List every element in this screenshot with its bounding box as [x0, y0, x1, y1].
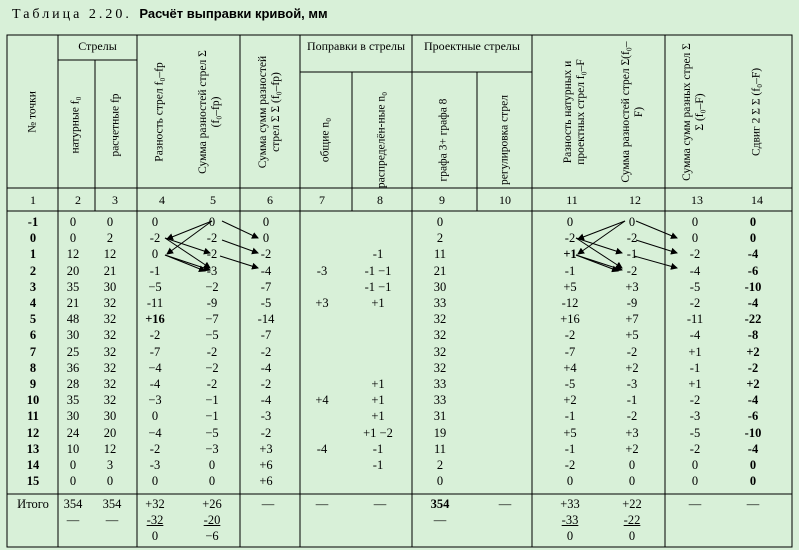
cell-c1: 11	[27, 409, 39, 424]
cell-c11: -2	[564, 231, 576, 246]
cell-c12: 0	[628, 474, 636, 489]
cell-c4: +16	[145, 312, 165, 327]
cell-c13: +1	[688, 377, 702, 391]
cell-c8: +1	[371, 296, 385, 310]
header-design: Проектные стрелы	[424, 39, 520, 53]
cell-c8: -1	[372, 441, 384, 456]
cell-c12: +3	[625, 279, 639, 294]
cell-c8: +1	[371, 393, 385, 408]
cell-c4: -4	[149, 377, 161, 391]
cell-c13: -1	[689, 360, 701, 375]
cell-c1: 13	[26, 441, 40, 456]
cell-c5: 0	[208, 215, 216, 229]
header-shift: Сдвиг 2 Σ Σ (f₀–F)	[750, 67, 763, 157]
cell-c1: 7	[29, 344, 37, 359]
cell-c12: +5	[625, 328, 639, 343]
cell-c2: 30	[66, 328, 80, 343]
cell-c3: 32	[103, 393, 117, 408]
cell-c1: -1	[27, 215, 39, 229]
column-number-3: 3	[112, 193, 118, 207]
cell-c6: +6	[259, 458, 273, 472]
cell-c5: -9	[206, 296, 218, 310]
cell-c13: -2	[689, 393, 701, 408]
cell-c5: -3	[206, 263, 218, 278]
cell-c14: +2	[746, 344, 760, 359]
cell-c9: 31	[433, 409, 447, 424]
cell-c13: +1	[688, 344, 702, 359]
cell-c13: 0	[691, 215, 699, 229]
cell-c9: 2	[436, 458, 444, 472]
cell-c1: 15	[26, 474, 40, 489]
cell-c1: 5	[29, 312, 37, 327]
cell-c11: -1	[564, 441, 576, 456]
cell-c6: -2	[260, 247, 272, 262]
cell-c6: -3	[260, 409, 272, 424]
cell-c5: -2	[206, 231, 218, 246]
cell-c12: -1	[626, 247, 638, 262]
cell-c14: -4	[747, 247, 759, 262]
cell-c3: 12	[103, 247, 117, 262]
total-dash-c3: —	[105, 513, 119, 527]
header-corrections: Поправки в стрелы	[306, 39, 406, 53]
cell-c14: -4	[747, 393, 759, 408]
cell-c2: 30	[66, 409, 80, 424]
cell-c4: 0	[151, 247, 159, 262]
cell-c6: -2	[260, 344, 272, 359]
cell-c12: 0	[628, 458, 636, 472]
cell-c13: -11	[686, 312, 704, 327]
cell-c3: 30	[103, 409, 117, 424]
cell-c5: −5	[205, 328, 219, 343]
total-c4-minus: -32	[146, 513, 164, 527]
cell-c4: -2	[149, 441, 161, 456]
total-dash-c2: —	[66, 513, 80, 527]
cell-c11: -2	[564, 458, 576, 472]
cell-c5: −3	[205, 441, 219, 456]
cell-c8: +1	[371, 409, 385, 424]
cell-c1: 0	[29, 231, 37, 246]
cell-c2: 12	[66, 247, 80, 262]
cell-c8: -1 −1	[364, 279, 392, 294]
cell-c9: 33	[433, 393, 447, 408]
header-distributed: распределён-ные n₀	[375, 91, 388, 189]
header-point-no: № точки	[26, 91, 39, 133]
cell-c11: +2	[563, 393, 577, 408]
cell-c12: -9	[626, 296, 638, 310]
cell-c3: 21	[103, 263, 117, 278]
total-c5-result: −6	[205, 529, 219, 543]
cell-c2: 0	[69, 231, 77, 246]
cell-c13: -5	[689, 425, 701, 440]
cell-c12: +2	[625, 441, 639, 456]
cell-c13: 0	[691, 458, 699, 472]
column-number-9: 9	[439, 193, 445, 207]
total-c12-minus: -22	[623, 513, 641, 527]
cell-c1: 6	[29, 328, 37, 343]
total-c11-result: 0	[566, 529, 574, 543]
cell-c9: 32	[433, 312, 447, 327]
cell-c9: 33	[433, 296, 447, 310]
cell-c5: −1	[205, 393, 219, 408]
cell-c5: -2	[206, 247, 218, 262]
total-c4-result: 0	[151, 529, 159, 543]
cell-c3: 0	[106, 474, 114, 489]
cell-c13: -5	[689, 279, 701, 294]
cell-c6: 0	[262, 215, 270, 229]
cell-c9: 32	[433, 328, 447, 343]
total-c12-result: 0	[628, 529, 636, 543]
total-c11-minus: -33	[561, 513, 579, 527]
total-c9: 354	[430, 497, 450, 511]
cell-c11: -5	[564, 377, 576, 391]
column-number-4: 4	[159, 193, 165, 207]
cell-c1: 9	[29, 377, 37, 391]
cell-c11: +5	[563, 279, 577, 294]
cell-c13: 0	[691, 474, 699, 489]
cell-c2: 20	[66, 263, 80, 278]
cell-c2: 35	[66, 279, 80, 294]
cell-c2: 21	[66, 296, 80, 310]
cell-c9: 33	[433, 377, 447, 391]
column-number-11: 11	[566, 193, 578, 207]
cell-c6: 0	[262, 231, 270, 246]
cell-c14: -6	[747, 263, 759, 278]
cell-c12: -2	[626, 344, 638, 359]
cell-c11: +5	[563, 425, 577, 440]
table-caption: Расчёт выправки кривой, мм	[139, 6, 328, 21]
header-natural: натурные f₀	[69, 96, 82, 154]
cell-c14: 0	[749, 215, 757, 229]
cell-c4: -7	[149, 344, 161, 359]
cell-c6: -2	[260, 377, 272, 391]
cell-c12: -2	[626, 263, 638, 278]
cell-c11: -2	[564, 328, 576, 343]
cell-c1: 12	[26, 425, 40, 440]
cell-c13: -3	[689, 409, 701, 424]
totals-label: Итого	[17, 497, 49, 511]
cell-c11: +1	[563, 247, 577, 262]
cell-c6: -4	[260, 393, 272, 408]
header-calculated: расчетные fр	[109, 93, 122, 157]
cell-c3: 32	[103, 360, 117, 375]
cell-c8: +1	[371, 377, 385, 391]
header-diff2: Разность натурных и проектных стрел f₀–F	[562, 59, 587, 165]
header-sum-diff2: Сумма разностей стрел Σ(f₀–F)	[620, 41, 645, 183]
cell-c1: 10	[26, 393, 40, 408]
cell-c12: +3	[625, 425, 639, 440]
column-number-7: 7	[319, 193, 325, 207]
cell-c14: +2	[746, 377, 760, 391]
total-dash-c8: —	[373, 497, 387, 511]
header-strely: Стрелы	[78, 39, 117, 53]
cell-c9: 2	[436, 231, 444, 246]
cell-c9: 11	[433, 441, 447, 456]
cell-c12: -2	[626, 409, 638, 424]
cell-c5: −2	[205, 360, 219, 375]
column-number-5: 5	[210, 193, 216, 207]
cell-c4: -11	[146, 296, 164, 310]
cell-c14: -4	[747, 441, 759, 456]
column-number-13: 13	[691, 193, 703, 207]
cell-c6: +3	[259, 441, 273, 456]
cell-c13: -4	[689, 328, 701, 343]
header-sum-sums2: Сумма сумм разных стрел Σ Σ (f₀–F)	[681, 43, 706, 181]
cell-c9: 11	[433, 247, 447, 262]
cell-c3: 0	[106, 215, 114, 229]
cell-c14: -6	[747, 409, 759, 424]
cell-c11: -12	[561, 296, 579, 310]
cell-c6: -14	[257, 312, 275, 327]
cell-c2: 24	[66, 425, 80, 440]
cell-c7: -3	[316, 263, 328, 278]
cell-c12: +7	[625, 312, 639, 327]
cell-c9: 30	[433, 279, 447, 294]
cell-c5: −1	[205, 409, 219, 424]
cell-c2: 28	[66, 377, 80, 391]
cell-c13: -2	[689, 247, 701, 262]
cell-c5: −2	[205, 279, 219, 294]
cell-c4: -1	[149, 263, 161, 278]
cell-c8: -1	[372, 247, 384, 262]
cell-c11: +4	[563, 360, 577, 375]
cell-c5: −7	[205, 312, 219, 327]
cell-c1: 2	[29, 263, 37, 278]
cell-c14: -10	[744, 279, 762, 294]
cell-c8: -1	[372, 458, 384, 472]
cell-c5: -2	[206, 377, 218, 391]
cell-c7: +3	[315, 296, 329, 310]
cell-c9: 0	[436, 474, 444, 489]
cell-c2: 36	[66, 360, 80, 375]
column-number-1: 1	[30, 193, 36, 207]
cell-c1: 4	[29, 296, 37, 310]
total-c5-plus: +26	[202, 497, 222, 511]
cell-c12: 0	[628, 215, 636, 229]
cell-c5: −5	[205, 425, 219, 440]
total-c3: 354	[102, 497, 122, 511]
cell-c8: -1 −1	[364, 263, 392, 278]
cell-c4: −3	[148, 393, 162, 408]
cell-c1: 14	[26, 458, 40, 472]
cell-c2: 25	[66, 344, 80, 359]
cell-c12: -1	[626, 393, 638, 408]
cell-c3: 20	[103, 425, 117, 440]
cell-c3: 32	[103, 328, 117, 343]
total-c11-plus: +33	[560, 497, 580, 511]
cell-c3: 12	[103, 441, 117, 456]
cell-c14: -8	[747, 328, 759, 343]
cell-c3: 2	[106, 231, 114, 246]
total-c4-plus: +32	[145, 497, 165, 511]
total-dash-c13: —	[688, 497, 702, 511]
cell-c14: 0	[749, 231, 757, 246]
cell-c12: -2	[626, 231, 638, 246]
cell-c6: -7	[260, 279, 272, 294]
table-label: Таблица 2.20.	[12, 7, 132, 22]
total-dash-c9: —	[433, 513, 447, 527]
cell-c13: -4	[689, 263, 701, 278]
header-diff: Разность стрел f₀–fр	[153, 62, 166, 162]
total-c12-plus: +22	[622, 497, 642, 511]
header-sum-diff: Сумма разностей стрел Σ (f₀–fр)	[197, 50, 222, 174]
total-c2: 354	[63, 497, 83, 511]
cell-c14: -4	[747, 296, 759, 310]
cell-c14: -2	[747, 360, 759, 375]
cell-c2: 0	[69, 215, 77, 229]
cell-c9: 32	[433, 344, 447, 359]
cell-c11: -1	[564, 263, 576, 278]
cell-c11: -1	[564, 409, 576, 424]
cell-c2: 10	[66, 441, 80, 456]
cell-c6: -2	[260, 425, 272, 440]
total-dash-c10: —	[498, 497, 512, 511]
cell-c12: +2	[625, 360, 639, 375]
cell-c5: -2	[206, 344, 218, 359]
cell-c14: 0	[749, 474, 757, 489]
cell-c9: 19	[433, 425, 447, 440]
total-dash-c7: —	[315, 497, 329, 511]
cell-c6: -7	[260, 328, 272, 343]
cell-c3: 32	[103, 344, 117, 359]
cell-c1: 3	[29, 279, 37, 294]
cell-c2: 48	[66, 312, 80, 327]
total-dash-c6: —	[261, 497, 275, 511]
cell-c14: -22	[744, 312, 762, 327]
cell-c3: 3	[106, 458, 114, 472]
cell-c4: 0	[151, 409, 159, 424]
cell-c2: 0	[69, 474, 77, 489]
header-regulated: регулировка стрел	[498, 95, 511, 185]
cell-c4: 0	[151, 215, 159, 229]
cell-c9: 21	[433, 263, 447, 278]
column-number-12: 12	[629, 193, 641, 207]
total-dash-c14: —	[746, 497, 760, 511]
cell-c3: 32	[103, 377, 117, 391]
cell-c5: 0	[208, 474, 216, 489]
column-number-6: 6	[267, 193, 273, 207]
header-graph: графа 3+ графа 8	[437, 98, 450, 182]
cell-c3: 30	[103, 279, 117, 294]
cell-c2: 0	[69, 458, 77, 472]
cell-c6: -4	[260, 360, 272, 375]
cell-c14: -10	[744, 425, 762, 440]
cell-c12: -3	[626, 377, 638, 391]
cell-c2: 35	[66, 393, 80, 408]
cell-c1: 1	[29, 247, 37, 262]
cell-c13: 0	[691, 231, 699, 246]
total-c5-minus: -20	[203, 513, 221, 527]
cell-c8: +1 −2	[363, 425, 393, 440]
cell-c4: −5	[148, 279, 162, 294]
cell-c4: -3	[149, 458, 161, 472]
cell-c3: 32	[103, 296, 117, 310]
cell-c7: +4	[315, 393, 329, 408]
cell-c4: −4	[148, 425, 162, 440]
cell-c4: -2	[149, 328, 161, 343]
cell-c13: -2	[689, 296, 701, 310]
column-number-2: 2	[75, 193, 81, 207]
header-sum-sums: Сумма сумм разностей стрел Σ Σ (f₀–fр)	[257, 55, 282, 169]
cell-c4: −4	[148, 360, 162, 375]
cell-c4: 0	[151, 474, 159, 489]
cell-c14: 0	[749, 458, 757, 472]
cell-c7: -4	[316, 441, 328, 456]
cell-c3: 32	[103, 312, 117, 327]
column-number-10: 10	[499, 193, 511, 207]
cell-c11: 0	[566, 215, 574, 229]
column-number-14: 14	[751, 193, 763, 207]
header-total: общие n₀	[319, 117, 332, 163]
cell-c5: 0	[208, 458, 216, 472]
cell-c9: 0	[436, 215, 444, 229]
cell-c9: 32	[433, 360, 447, 375]
cell-c4: -2	[149, 231, 161, 246]
cell-c11: 0	[566, 474, 574, 489]
cell-c11: +16	[560, 312, 580, 327]
cell-c6: +6	[259, 474, 273, 489]
cell-c13: -2	[689, 441, 701, 456]
column-number-8: 8	[377, 193, 383, 207]
cell-c6: -5	[260, 296, 272, 310]
cell-c11: -7	[564, 344, 576, 359]
cell-c1: 8	[29, 360, 37, 375]
cell-c6: -4	[260, 263, 272, 278]
